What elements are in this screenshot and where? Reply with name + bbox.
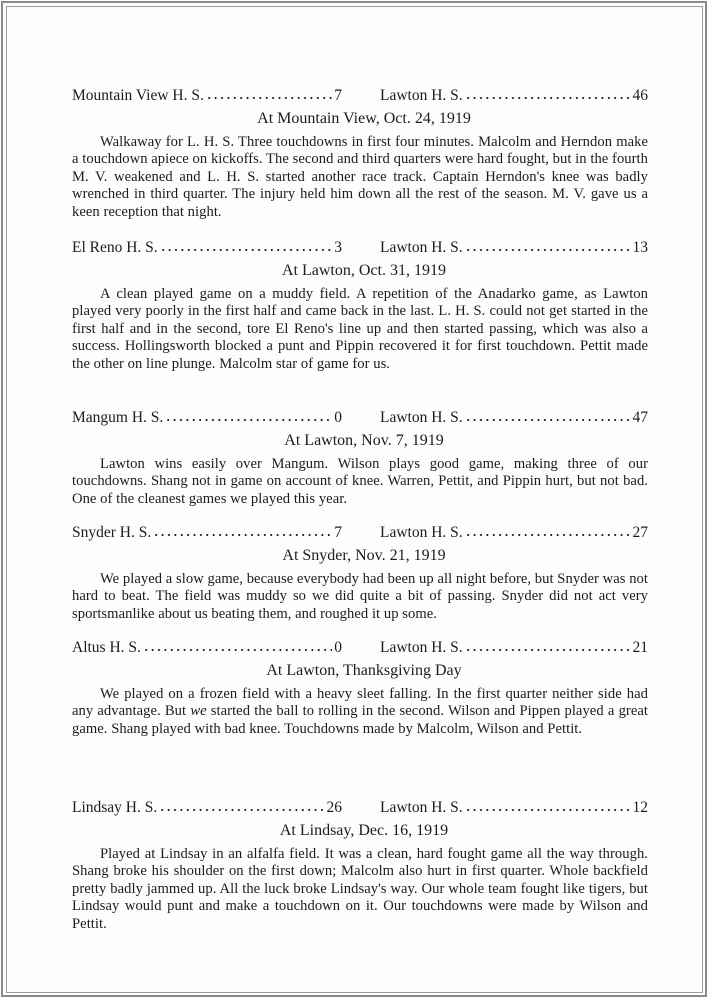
opponent-team: Altus H. S. [72, 638, 141, 656]
opponent-team: Snyder H. S. [72, 523, 152, 541]
opponent-score: 26 [326, 798, 342, 816]
dot-leader [465, 84, 631, 100]
opponent-score: 0 [334, 638, 342, 656]
home-team: Lawton H. S. [380, 86, 463, 104]
score-line [72, 236, 648, 258]
home-team: Lawton H. S. [380, 638, 463, 656]
opponent-team: El Reno H. S. [72, 238, 158, 256]
home-score: 13 [632, 238, 648, 256]
dot-leader [206, 84, 332, 100]
dot-leader [465, 796, 631, 812]
game-venue-date: At Mountain View, Oct. 24, 1919 [257, 109, 471, 127]
opponent-team: Mangum H. S. [72, 408, 164, 426]
home-score: 27 [632, 523, 648, 541]
score-line [72, 84, 648, 106]
opponent-score: 7 [334, 86, 342, 104]
home-score: 47 [632, 408, 648, 426]
score-line [72, 796, 648, 818]
opponent-team: Mountain View H. S. [72, 86, 204, 104]
game-venue-date: At Lawton, Nov. 7, 1919 [284, 431, 444, 449]
opponent-score: 0 [334, 408, 342, 426]
game-entry-mountain-view [72, 84, 648, 236]
summary-text: We played on a frozen field with a heavy sleet falling. In the first quarter neither side had any advantage. But [72, 685, 648, 720]
opponent-score: 3 [334, 238, 342, 256]
dot-leader [165, 406, 332, 422]
opponent-team: Lindsay H. S. [72, 798, 158, 816]
game-entry-lindsay [72, 796, 648, 933]
home-score: 46 [632, 86, 648, 104]
game-summary: Walkaway for L. H. S. Three touchdowns in first four minutes. Malcolm and Herndon make a touchdown apiece on kickoffs. The second and third quarters were hard fought, but in the fourth M. V. weakened and L. H. S. started another race track. Captain Herndon's knee was badly wrenched in third quarter. The injury held him down all the rest of the season. M. V. gave us a keen reception that night. [72, 133, 648, 220]
dot-leader [465, 236, 631, 252]
dot-leader [160, 236, 333, 252]
dot-leader [153, 521, 332, 537]
dot-leader [159, 796, 324, 812]
game-summary [72, 686, 648, 739]
home-score: 21 [632, 638, 648, 656]
game-entry-mangum [72, 406, 648, 521]
game-entry-altus [72, 636, 648, 796]
dot-leader [465, 521, 631, 537]
score-line [72, 406, 648, 428]
game-entry-snyder [72, 521, 648, 636]
home-team: Lawton H. S. [380, 408, 463, 426]
score-line [72, 521, 648, 543]
home-score: 12 [632, 798, 648, 816]
summary-emphasis: we [190, 703, 207, 720]
home-team: Lawton H. S. [380, 798, 463, 816]
game-summary: Lawton wins easily over Mangum. Wilson plays good game, making three of our touchdowns. Shang not in game on account of knee. Warren, Pettit, and Pippin hurt, but not bad. One of the cleanest games we played this year. [72, 455, 648, 507]
summary-text: started the ball to rolling in the second. Wilson and Pippen played a great game. Shang played with bad knee. Touchdowns made by Malcolm, Wilson and Pettit. [72, 703, 648, 737]
game-venue-date: At Lawton, Oct. 31, 1919 [282, 261, 446, 279]
game-entry-el-reno [72, 236, 648, 406]
score-line [72, 636, 648, 658]
game-venue-date: At Lindsay, Dec. 16, 1919 [279, 821, 449, 839]
dot-leader [143, 636, 332, 652]
dot-leader [465, 406, 631, 422]
home-team: Lawton H. S. [380, 523, 463, 541]
dot-leader [465, 636, 631, 652]
game-summary: Played at Lindsay in an alfalfa field. It was a clean, hard fought game all the way through. Shang broke his shoulder on the first down; Malcolm also hurt in first quarter. Whole backfield pretty badly jammed up. All the luck broke Lindsay's way. Our whole team fought like tigers, but Lindsay would punt and make a touchdown on it. Our touchdowns were made by Wilson and Pettit. [72, 845, 648, 932]
game-results-document [72, 84, 648, 933]
home-team: Lawton H. S. [380, 238, 463, 256]
game-summary: We played a slow game, because everybody had been up all night before, but Snyder was not hard to beat. The field was muddy so we did quite a bit of passing. Snyder did not act very sportsmanlike about us beating them, and roughed it up some. [72, 570, 648, 622]
game-venue-date: At Lawton, Thanksgiving Day [266, 661, 462, 679]
game-summary: A clean played game on a muddy field. A repetition of the Anadarko game, as Lawton played very poorly in the first half and came back in the last. L. H. S. could not get started in the first half and in the second, tore El Reno's line up and then started passing, which was also a success. Hollingsworth blocked a punt and Pippin recovered it for first touchdown. Pettit made the other on line plunge. Malcolm star of game for us. [72, 285, 648, 372]
opponent-score: 7 [334, 523, 342, 541]
game-venue-date: At Snyder, Nov. 21, 1919 [282, 546, 446, 564]
